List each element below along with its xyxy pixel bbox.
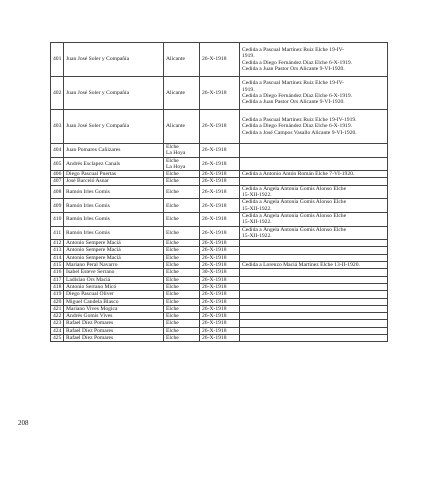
table-row bbox=[51, 247, 388, 254]
holder-name: José Barceló Asnar bbox=[64, 178, 164, 185]
transfer-notes bbox=[240, 110, 388, 144]
transfer-note-line: Cedida a Diego Fernández Díaz Elche 6-X-1919. bbox=[242, 123, 353, 130]
transfer-notes bbox=[240, 276, 388, 283]
location-line: Elche bbox=[166, 240, 179, 247]
transfer-note-line: 15-XII-1922. bbox=[242, 192, 272, 199]
transfer-note-line: Cedida a Pascual Martínez Ruiz Elche 19-IV-1919. bbox=[242, 117, 357, 124]
location-line: Alicante bbox=[166, 89, 185, 96]
transfer-notes bbox=[240, 185, 388, 199]
location-cell bbox=[164, 320, 200, 327]
holder-name: Miguel Candela Blasco bbox=[64, 298, 164, 305]
transfer-note-line: Cedida a Ángela Antonia Gomis Alonso Elche bbox=[242, 185, 347, 192]
transfer-note-line: Cedida a José Campos Vasallo Alicante 9-VI-1920. bbox=[242, 129, 357, 136]
transfer-note-line: Cedida a Juan Pastor Ors Alicante 9-VI-1920. bbox=[242, 99, 345, 106]
location-line: Elche bbox=[166, 320, 179, 327]
transfer-notes bbox=[240, 283, 388, 290]
entry-number: 405 bbox=[51, 157, 64, 171]
table-row bbox=[51, 254, 388, 261]
table-row bbox=[51, 157, 388, 171]
location-cell bbox=[164, 226, 200, 240]
table-row bbox=[51, 291, 388, 298]
location-cell bbox=[164, 291, 200, 298]
holder-name: Andrés Gomis Vives bbox=[64, 313, 164, 320]
entry-number: 425 bbox=[51, 335, 64, 342]
registration-date: 26-X-1918 bbox=[200, 199, 240, 213]
holder-name: Rafael Díez Pomares bbox=[64, 335, 164, 342]
location-line: Elche bbox=[166, 269, 179, 276]
location-line: Elche bbox=[166, 247, 179, 254]
transfer-notes bbox=[240, 335, 388, 342]
location-cell bbox=[164, 335, 200, 342]
transfer-note-line: Cedida a Diego Fernández Díaz Elche 6-X-1919. bbox=[242, 93, 353, 99]
table-row bbox=[51, 298, 388, 305]
holder-name: Ladislao Ors Maciá bbox=[64, 276, 164, 283]
transfer-note-line: Cedida a Juan Pastor Ors Alicante 9-VI-1920. bbox=[242, 65, 345, 72]
registration-date: 26-X-1918 bbox=[200, 262, 240, 269]
holder-name: Ramón Irles Gomis bbox=[64, 199, 164, 213]
entry-number: 410 bbox=[51, 212, 64, 226]
holder-name: Antonio Sempere Maciá bbox=[64, 254, 164, 261]
entry-number: 408 bbox=[51, 185, 64, 199]
holder-name: Juan José Soler y Compañía bbox=[64, 110, 164, 144]
holder-name: Antonio Sempere Maciá bbox=[64, 247, 164, 254]
transfer-note-line: Cedida a Pascual Martínez Ruiz Elche 19-IV- bbox=[242, 46, 345, 53]
entry-number: 424 bbox=[51, 327, 64, 334]
registration-date: 26-X-1918 bbox=[200, 77, 240, 110]
transfer-notes bbox=[240, 226, 388, 240]
transfer-notes bbox=[240, 269, 388, 276]
entry-number: 411 bbox=[51, 226, 64, 240]
table-row bbox=[51, 178, 388, 185]
entry-number: 418 bbox=[51, 283, 64, 290]
table-row bbox=[51, 335, 388, 342]
entry-number: 420 bbox=[51, 298, 64, 305]
registration-date: 26-X-1918 bbox=[200, 247, 240, 254]
location-line: Elche bbox=[166, 276, 179, 283]
transfer-note-line: 15-XII-1922. bbox=[242, 205, 272, 212]
table-row bbox=[51, 327, 388, 334]
transfer-notes bbox=[240, 247, 388, 254]
transfer-notes bbox=[240, 305, 388, 312]
location-cell bbox=[164, 327, 200, 334]
transfer-notes bbox=[240, 254, 388, 261]
table-row bbox=[51, 171, 388, 178]
holder-name: Diego Pascual Puertas bbox=[64, 171, 164, 178]
entry-number: 419 bbox=[51, 291, 64, 298]
transfer-note-line: 1919. bbox=[242, 53, 255, 60]
entry-number: 409 bbox=[51, 199, 64, 213]
holder-name: Ramón Irles Gomis bbox=[64, 185, 164, 199]
location-cell bbox=[164, 283, 200, 290]
entry-number: 416 bbox=[51, 269, 64, 276]
entry-number: 423 bbox=[51, 320, 64, 327]
transfer-note-line: Cedida a Antonio Antón Román Elche 7-VI-1920. bbox=[242, 171, 355, 178]
transfer-notes bbox=[240, 212, 388, 226]
location-cell bbox=[164, 43, 200, 77]
registration-date: 26-X-1918 bbox=[200, 313, 240, 320]
transfer-note-line: Cedida a Ángela Antonia Gomis Alonso Elche bbox=[242, 226, 347, 233]
registration-date: 26-X-1918 bbox=[200, 240, 240, 247]
register-table bbox=[50, 42, 388, 342]
transfer-notes bbox=[240, 320, 388, 327]
transfer-note-line: 15-XII-1922. bbox=[242, 232, 272, 239]
table-row bbox=[51, 212, 388, 226]
location-line: Elche bbox=[166, 178, 179, 185]
transfer-notes bbox=[240, 313, 388, 320]
entry-number: 407 bbox=[51, 178, 64, 185]
holder-name: Andrés Esclapez Canals bbox=[64, 157, 164, 171]
table-row bbox=[51, 313, 388, 320]
location-cell bbox=[164, 276, 200, 283]
registration-date: 26-X-1918 bbox=[200, 276, 240, 283]
location-line: Elche bbox=[166, 254, 179, 261]
registration-date: 26-X-1918 bbox=[200, 305, 240, 312]
table-row bbox=[51, 144, 388, 158]
location-cell bbox=[164, 178, 200, 185]
entry-number: 412 bbox=[51, 240, 64, 247]
location-line: Elche bbox=[166, 229, 179, 236]
table-row bbox=[51, 199, 388, 213]
entry-number: 414 bbox=[51, 254, 64, 261]
location-line: Alicante bbox=[166, 56, 185, 63]
holder-name: Antonio Sempere Maciá bbox=[64, 240, 164, 247]
holder-name: Rafael Díez Pomares bbox=[64, 320, 164, 327]
transfer-notes bbox=[240, 144, 388, 158]
table-row bbox=[51, 110, 388, 144]
transfer-note-line: 1919. bbox=[242, 86, 255, 93]
location-cell bbox=[164, 298, 200, 305]
registration-date: 26-X-1918 bbox=[200, 226, 240, 240]
location-line: Elche bbox=[166, 298, 179, 305]
entry-number: 401 bbox=[51, 43, 64, 77]
transfer-notes bbox=[240, 298, 388, 305]
entry-number: 403 bbox=[51, 110, 64, 144]
entry-number: 413 bbox=[51, 247, 64, 254]
holder-name: Juan José Soler y Compañía bbox=[64, 77, 164, 110]
location-cell bbox=[164, 212, 200, 226]
location-cell bbox=[164, 305, 200, 312]
holder-name: Mariano Peral Navarro bbox=[64, 262, 164, 269]
holder-name: Mariano Vives Mogica bbox=[64, 305, 164, 312]
registration-date: 26-X-1918 bbox=[200, 254, 240, 261]
transfer-notes bbox=[240, 327, 388, 334]
holder-name: Isabel Esteve Serrano bbox=[64, 269, 164, 276]
location-cell bbox=[164, 269, 200, 276]
transfer-notes bbox=[240, 171, 388, 178]
entry-number: 402 bbox=[51, 77, 64, 110]
registration-date: 26-X-1918 bbox=[200, 178, 240, 185]
location-cell bbox=[164, 144, 200, 158]
registration-date: 26-X-1918 bbox=[200, 298, 240, 305]
transfer-notes bbox=[240, 240, 388, 247]
location-line: Elche bbox=[166, 283, 179, 290]
location-cell bbox=[164, 254, 200, 261]
location-line: Elche bbox=[166, 335, 179, 342]
table-row bbox=[51, 77, 388, 110]
location-cell bbox=[164, 247, 200, 254]
registration-date: 26-X-1918 bbox=[200, 144, 240, 158]
location-line: La Hoya bbox=[166, 150, 186, 157]
location-line: Elche bbox=[166, 157, 179, 164]
holder-name: Antonio Serrano Micó bbox=[64, 283, 164, 290]
registration-date: 26-X-1918 bbox=[200, 110, 240, 144]
transfer-note-line: 15-XII-1922. bbox=[242, 219, 272, 226]
location-line: Elche bbox=[166, 188, 179, 195]
location-cell bbox=[164, 199, 200, 213]
entry-number: 421 bbox=[51, 305, 64, 312]
registration-date: 26-X-1918 bbox=[200, 171, 240, 178]
transfer-notes bbox=[240, 157, 388, 171]
registration-date: 26-X-1918 bbox=[200, 212, 240, 226]
table-row bbox=[51, 305, 388, 312]
location-cell bbox=[164, 171, 200, 178]
table-row bbox=[51, 43, 388, 77]
transfer-notes bbox=[240, 291, 388, 298]
location-cell bbox=[164, 77, 200, 110]
registration-date: 26-X-1918 bbox=[200, 283, 240, 290]
transfer-note-line: Cedida a Diego Fernández Díaz Elche 6-X-1919. bbox=[242, 59, 353, 66]
holder-name: Juan José Soler y Compañía bbox=[64, 43, 164, 77]
location-cell bbox=[164, 262, 200, 269]
table-row bbox=[51, 240, 388, 247]
transfer-notes bbox=[240, 199, 388, 213]
entry-number: 404 bbox=[51, 144, 64, 158]
table-row bbox=[51, 320, 388, 327]
transfer-notes bbox=[240, 77, 388, 110]
table-row bbox=[51, 185, 388, 199]
holder-name: Juan Pomares Cañizares bbox=[64, 144, 164, 158]
registration-date: 26-X-1918 bbox=[200, 157, 240, 171]
location-line: Elche bbox=[166, 262, 179, 269]
location-line: Elche bbox=[166, 216, 179, 223]
register-body bbox=[51, 43, 388, 342]
location-line: Elche bbox=[166, 202, 179, 209]
registration-date: 26-X-1918 bbox=[200, 327, 240, 334]
location-line: Elche bbox=[166, 305, 179, 312]
location-cell bbox=[164, 240, 200, 247]
transfer-note-line: Cedida a Pascual Martínez Ruiz Elche 19-IV- bbox=[242, 80, 345, 87]
transfer-notes bbox=[240, 262, 388, 269]
registration-date: 26-X-1918 bbox=[200, 320, 240, 327]
location-cell bbox=[164, 185, 200, 199]
entry-number: 417 bbox=[51, 276, 64, 283]
transfer-note-line: Cedida a Lorenzo Maciá Martínez Elche 13-II-1920. bbox=[242, 262, 360, 269]
location-line: Elche bbox=[166, 327, 179, 334]
location-line: Alicante bbox=[166, 123, 185, 130]
table-row bbox=[51, 262, 388, 269]
table-row bbox=[51, 276, 388, 283]
registration-date: 26-X-1918 bbox=[200, 43, 240, 77]
page-number: 208 bbox=[18, 419, 29, 427]
location-line: La Hoya bbox=[166, 163, 186, 170]
table-row bbox=[51, 269, 388, 276]
location-line: Elche bbox=[166, 171, 179, 178]
location-cell bbox=[164, 110, 200, 144]
location-cell bbox=[164, 313, 200, 320]
entry-number: 406 bbox=[51, 171, 64, 178]
transfer-note-line: Cedida a Ángela Antonia Gomis Alonso Elche bbox=[242, 212, 347, 219]
location-cell bbox=[164, 157, 200, 171]
transfer-notes bbox=[240, 178, 388, 185]
holder-name: Rafael Díez Pomares bbox=[64, 327, 164, 334]
holder-name: Ramón Irles Gomis bbox=[64, 212, 164, 226]
registration-date: 26-X-1918 bbox=[200, 185, 240, 199]
holder-name: Ramón Irles Gomis bbox=[64, 226, 164, 240]
location-line: Elche bbox=[166, 144, 179, 150]
entry-number: 415 bbox=[51, 262, 64, 269]
registration-date: 26-X-1918 bbox=[200, 291, 240, 298]
table-row bbox=[51, 283, 388, 290]
table-row bbox=[51, 226, 388, 240]
registration-date: 30-X-1918 bbox=[200, 269, 240, 276]
holder-name: Diego Pascual Oliver bbox=[64, 291, 164, 298]
registration-date: 26-X-1918 bbox=[200, 335, 240, 342]
location-line: Elche bbox=[166, 291, 179, 298]
entry-number: 422 bbox=[51, 313, 64, 320]
location-line: Elche bbox=[166, 313, 179, 320]
transfer-notes bbox=[240, 43, 388, 77]
transfer-note-line: Cedida a Ángela Antonia Gomis Alonso Elche bbox=[242, 199, 347, 206]
